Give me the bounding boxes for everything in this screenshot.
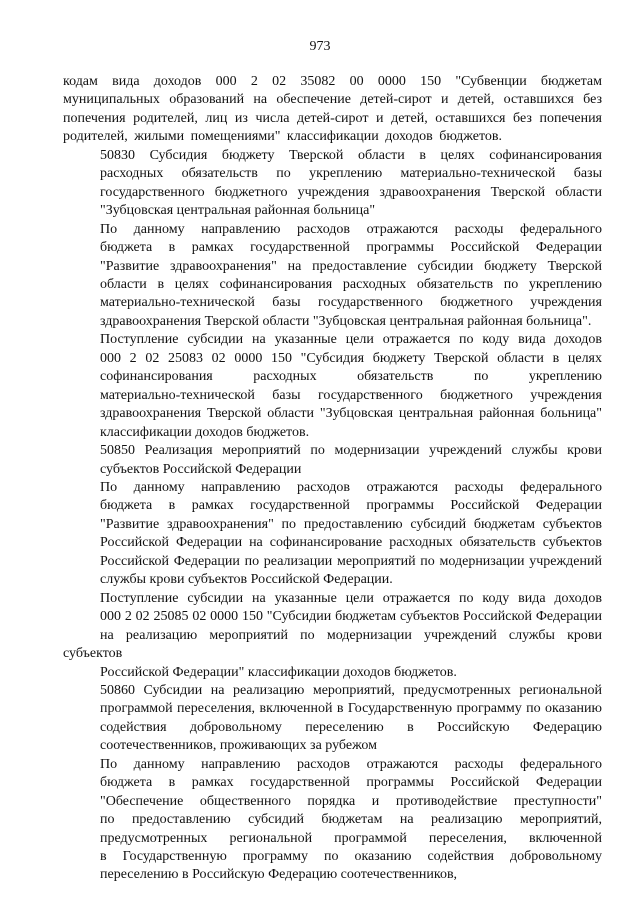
text-line: материально-технической базы государственного бюджетного учреждения <box>100 295 602 311</box>
text-line: в Государственную программу по оказанию содействия добровольному <box>100 849 602 865</box>
text-line: "Развитие здравоохранения" по предоставлению субсидий бюджетам субъектов <box>100 516 602 532</box>
text-line: здравоохранения Тверской области "Зубцовская центральная районная больница". <box>100 313 592 329</box>
text-line: бюджета в рамках государственной программы Российской Федерации <box>100 498 602 514</box>
text-line: 50830 Субсидия бюджету Тверской области в целях софинансирования <box>100 147 602 163</box>
text-line: 50860 Субсидии на реализацию мероприятий, предусмотренных региональной <box>100 682 602 698</box>
text-line: 50850 Реализация мероприятий по модернизации учреждений службы крови <box>100 443 602 459</box>
text-line: 000 2 02 25085 02 0000 150 "Субсидии бюджетам субъектов Российской Федерации <box>100 609 602 625</box>
text-line: предусмотренных региональной программой переселения, включенной <box>100 830 602 846</box>
text-line: здравоохранения Тверской области "Зубцовская центральная районная больница" <box>100 406 602 422</box>
text-line: "Развитие здравоохранения" на предоставление субсидии бюджету Тверской <box>100 258 602 274</box>
text-line: "Зубцовская центральная районная больница" <box>100 203 376 219</box>
paragraph-50850-revenue <box>63 590 602 682</box>
text-line: софинансирования расходных обязательств по укреплению <box>100 369 602 385</box>
paragraph-continued <box>63 73 602 147</box>
text-line: бюджета в рамках государственной программы Российской Федерации <box>100 775 602 791</box>
text-line: муниципальных образований на обеспечение детей-сирот и детей, оставшихся без <box>63 92 602 108</box>
paragraph-50830-expenses <box>63 221 602 332</box>
paragraph-50850-heading <box>63 442 602 479</box>
text-line: попечения родителей, лиц из числа детей-сирот и детей, оставшихся без попечения <box>63 110 602 126</box>
text-line: "Обеспечение общественного порядка и противодействие преступности" <box>100 793 602 809</box>
text-line: области в целях софинансирования расходных обязательств по укреплению <box>100 276 602 292</box>
text-line: Поступление субсидии на указанные цели отражается по коду вида доходов <box>100 590 602 606</box>
text-line: субъектов Российской Федерации <box>100 461 302 477</box>
text-line: классификации доходов бюджетов. <box>100 424 310 440</box>
page-number: 973 <box>309 39 331 54</box>
paragraph-50860-heading <box>63 682 602 756</box>
text-line: бюджета в рамках государственной программы Российской Федерации <box>100 240 602 256</box>
text-line: расходных обязательств по укреплению материально-технической базы <box>100 166 602 182</box>
text-line: 000 2 02 25083 02 0000 150 "Субсидия бюджету Тверской области в целях <box>100 350 602 366</box>
text-line: По данному направлению расходов отражаются расходы федерального <box>100 756 602 772</box>
paragraph-50830-revenue <box>63 331 602 442</box>
paragraph-50830-heading <box>63 147 602 221</box>
text-line: Российской Федерации по реализации мероприятий по модернизации учреждений <box>100 553 602 569</box>
text-line: переселению в Российскую Федерацию соотечественников, <box>100 867 458 883</box>
document-body <box>63 73 602 885</box>
text-line: государственного бюджетного учреждения здравоохранения Тверской области <box>100 184 602 200</box>
paragraph-50850-expenses <box>63 479 602 590</box>
text-line: Российской Федерации на софинансирование расходных обязательств субъектов <box>100 535 602 551</box>
text-line: материально-технической базы государственного бюджетного учреждения <box>100 387 602 403</box>
text-line: соотечественников, проживающих за рубежом <box>100 738 377 754</box>
paragraph-50860-expenses <box>63 756 602 885</box>
text-line: кодам вида доходов 000 2 02 35082 00 0000 150 "Субвенции бюджетам <box>63 74 602 89</box>
text-line: Российской Федерации" классификации доходов бюджетов. <box>100 664 457 680</box>
text-line: службы крови субъектов Российской Федерации. <box>100 572 393 588</box>
text-line: Поступление субсидии на указанные цели отражается по коду вида доходов <box>100 332 602 348</box>
text-line: По данному направлению расходов отражаются расходы федерального <box>100 479 602 495</box>
text-line: По данному направлению расходов отражаются расходы федерального <box>100 221 602 237</box>
text-line: на реализацию мероприятий по модернизации учреждений службы крови субъектов <box>63 627 602 662</box>
text-line: программой переселения, включенной в Государственную программу по оказанию <box>100 701 602 717</box>
text-line: по предоставлению субсидий бюджетам на реализацию мероприятий, <box>100 812 602 828</box>
text-line: родителей, жилыми помещениями" классификации доходов бюджетов. <box>63 129 503 145</box>
text-line: содействия добровольному переселению в Российскую Федерацию <box>100 719 602 735</box>
